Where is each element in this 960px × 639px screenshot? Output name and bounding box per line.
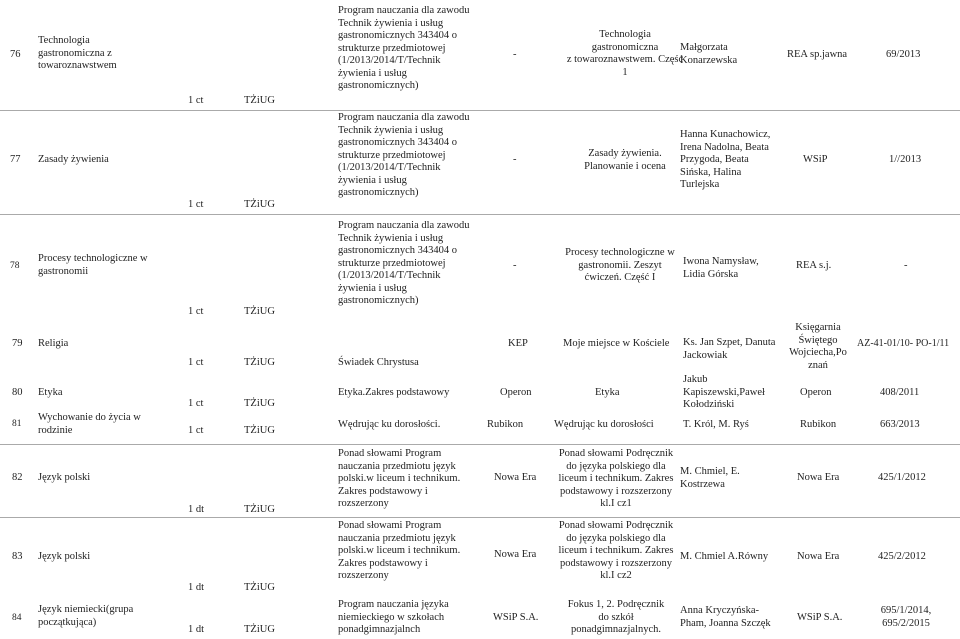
subject-cell: Etyka (38, 387, 63, 398)
program-line: Program nauczania dla zawodu (338, 220, 470, 231)
program-line: polski.w liceum i technikum. (338, 545, 461, 556)
publisher-line: Świętego (798, 334, 838, 346)
subject-line: Procesy technologiczne w (38, 253, 148, 264)
subject-line: rodzinie (38, 424, 73, 436)
program-publisher-cell: - (513, 260, 517, 271)
program-line: Program nauczania dla zawodu (338, 112, 470, 123)
author-line: Kostrzewa (680, 478, 725, 490)
program-cell: Świadek Chrystusa (338, 357, 419, 368)
subject-line: gastronomiczna z (38, 47, 112, 59)
publisher-cell: WSiP (803, 154, 828, 165)
subject-line: Wychowanie do życia w (38, 412, 141, 423)
title-line: Zasady żywienia. (588, 148, 662, 159)
program-line: gastronomicznych) (338, 295, 419, 306)
title-line: do szkół (598, 611, 634, 623)
program-line: ponadgimnazjalnch (338, 624, 421, 635)
school-cell: TŻiUG (244, 357, 275, 368)
row-divider (0, 444, 960, 445)
publisher-line: znań (808, 359, 828, 371)
row-number: 83 (12, 551, 23, 562)
subject-cell (38, 604, 133, 629)
approval-number-cell (866, 605, 946, 630)
approval-line: 695/2/2015 (882, 617, 930, 629)
author-line: M. Chmiel, E. (680, 466, 740, 477)
subject-cell: Religia (38, 338, 69, 349)
program-cell (338, 599, 449, 637)
approval-number-cell: AZ-41-01/10- PO-1/11 (857, 338, 950, 349)
publisher-cell: REA s.j. (796, 260, 832, 271)
title-line: ćwiczeń. Część I (584, 272, 656, 283)
school-cell: TŻiUG (244, 306, 275, 317)
publisher-cell: Nowa Era (797, 551, 840, 562)
row-number: 77 (10, 154, 21, 165)
approval-number-cell: 425/1/2012 (878, 472, 926, 483)
authors-cell (680, 466, 740, 491)
approval-number-cell: 1//2013 (889, 154, 922, 165)
row-divider (0, 214, 960, 215)
author-line: Przygoda, Beata (680, 154, 749, 165)
author-line: Pham, Joanna Szczęk (680, 617, 771, 629)
program-line: Program nauczania dla zawodu (338, 5, 470, 16)
row-number: 78 (10, 261, 20, 271)
textbook-title-cell (550, 247, 690, 285)
level-cell: 1 dt (188, 624, 205, 635)
approval-number-cell: 425/2/2012 (878, 551, 926, 562)
program-line: gastronomicznych 343404 o (338, 137, 457, 148)
row-number: 82 (12, 472, 23, 483)
program-publisher-cell: KEP (508, 338, 528, 349)
title-line: Planowanie i ocena (584, 160, 666, 172)
publisher-cell (778, 322, 858, 372)
program-line: gastronomicznych 343404 o (338, 30, 457, 41)
approval-number-cell: 69/2013 (886, 49, 921, 60)
title-line: ponadgimnazjalnych. (570, 624, 662, 635)
author-line: Ks. Jan Szpet, Danuta (683, 337, 776, 348)
publisher-cell: Rubikon (800, 419, 837, 430)
author-line: Turlejska (680, 179, 720, 190)
author-line: Sińska, Halina (680, 166, 742, 178)
author-line: Kapiszewski,Paweł (683, 386, 765, 398)
authors-cell (680, 42, 737, 67)
title-line: kl.I cz1 (600, 498, 632, 509)
row-number: 81 (12, 419, 22, 429)
program-publisher-cell: Nowa Era (494, 472, 537, 483)
publisher-line: Wojciecha,Po (789, 347, 847, 358)
approval-number-cell: 408/2011 (880, 387, 920, 398)
textbook-title-cell (560, 148, 690, 173)
title-line: Fokus 1, 2. Podręcznik (567, 599, 665, 610)
textbook-title-cell (560, 29, 690, 79)
authors-cell (680, 605, 771, 630)
title-line: gastronomiczna (591, 41, 659, 53)
program-line: Ponad słowami Program (338, 520, 442, 531)
program-line: gastronomicznych) (338, 80, 419, 91)
program-line: (1/2013/2014/T/Technik (338, 55, 441, 66)
subject-line: Technologia (38, 35, 90, 46)
subject-cell (38, 412, 141, 437)
level-cell: 1 ct (188, 357, 204, 368)
subject-cell: Język polski (38, 472, 91, 483)
author-line: Hanna Kunachowicz, (680, 129, 771, 140)
program-line: (1/2013/2014/T/Technik (338, 270, 441, 281)
publisher-cell: Operon (800, 387, 832, 398)
title-line: do języka polskiego dla (566, 532, 666, 544)
publisher-cell: REA sp.jawna (787, 49, 848, 60)
school-cell: TŻiUG (244, 504, 275, 515)
publisher-line: Księgarnia (795, 322, 841, 333)
program-publisher-cell: WSiP S.A. (493, 612, 539, 623)
program-line: żywienia i usług (338, 174, 407, 186)
program-publisher-cell: - (513, 154, 517, 165)
program-line: Zakres podstawowy i (338, 485, 428, 497)
publisher-cell: Nowa Era (797, 472, 840, 483)
author-line: Irena Nadolna, Beata (680, 141, 769, 153)
subject-line: Język niemiecki(grupa (38, 604, 134, 615)
authors-cell (683, 256, 759, 281)
title-line: gastronomii. Zeszyt (578, 259, 662, 271)
level-cell: 1 dt (188, 504, 205, 515)
authors-cell (683, 337, 775, 362)
title-line: Procesy technologiczne w (565, 247, 675, 258)
title-line: Technologia (599, 29, 651, 40)
program-cell (338, 448, 460, 511)
approval-line: 695/1/2014, (880, 605, 932, 616)
program-line: żywienia i usług (338, 282, 407, 294)
program-line: Program nauczania języka (338, 599, 449, 610)
title-line: kl.I cz2 (600, 570, 632, 581)
program-cell (338, 112, 470, 200)
subject-line: gastronomii (38, 265, 89, 277)
program-cell (338, 220, 470, 308)
author-line: Konarzewska (680, 54, 738, 66)
textbook-title-cell (550, 599, 682, 637)
authors-cell (680, 129, 770, 192)
author-line: Jakub (683, 374, 708, 385)
subject-line: towaroznawstwem (38, 60, 117, 71)
level-cell: 1 ct (188, 425, 204, 436)
level-cell: 1 ct (188, 306, 204, 317)
authors-cell: T. Król, M. Ryś (683, 419, 749, 430)
school-cell: TŻiUG (244, 398, 275, 409)
program-line: nauczania przedmiotu język (338, 460, 456, 472)
row-number: 84 (12, 613, 22, 623)
title-line: podstawowy i rozszerzony (560, 485, 672, 497)
textbook-title-cell (550, 520, 682, 583)
row-divider (0, 517, 960, 518)
school-cell: TŻiUG (244, 582, 275, 593)
program-cell: Etyka.Zakres podstawowy (338, 387, 450, 398)
subject-cell: Język polski (38, 551, 91, 562)
program-line: Technik żywienia i usług (338, 17, 444, 29)
title-line: liceum i technikum. Zakres (558, 545, 674, 556)
program-line: gastronomicznych 343404 o (338, 245, 457, 256)
textbook-title-cell: Wędrując ku dorosłości (554, 419, 654, 430)
title-line: podstawowy i rozszerzony (560, 557, 672, 569)
author-line: Kołodziński (683, 399, 735, 410)
author-line: Lidia Górska (683, 268, 739, 280)
program-publisher-cell: Operon (500, 387, 532, 398)
textbook-title-cell (550, 448, 682, 511)
school-cell: TŻiUG (244, 199, 275, 210)
program-line: strukturze przedmiotowej (338, 149, 446, 161)
title-line: z towaroznawstwem. Część (566, 54, 684, 65)
approval-number-cell: 663/2013 (880, 419, 920, 430)
program-line: niemieckiego w szkołach (338, 611, 445, 623)
subject-cell: Zasady żywienia (38, 154, 109, 165)
textbook-title-cell: Etyka (595, 387, 620, 398)
school-cell: TŻiUG (244, 624, 275, 635)
title-line: do języka polskiego dla (566, 460, 666, 472)
program-line: Technik żywienia i usług (338, 232, 444, 244)
row-number: 80 (12, 387, 23, 398)
level-cell: 1 ct (188, 95, 204, 106)
authors-cell: M. Chmiel A.Równy (680, 551, 769, 562)
level-cell: 1 ct (188, 199, 204, 210)
authors-cell (683, 374, 765, 412)
program-cell: Wędrując ku dorosłości. (338, 419, 441, 430)
school-cell: TŻiUG (244, 425, 275, 436)
program-line: polski.w liceum i technikum. (338, 473, 461, 484)
subject-line: początkująca) (38, 616, 97, 628)
program-line: Technik żywienia i usług (338, 124, 444, 136)
program-publisher-cell: Rubikon (487, 419, 524, 430)
school-cell: TŻiUG (244, 95, 275, 106)
program-line: żywienia i usług (338, 67, 407, 79)
program-cell (338, 5, 470, 93)
author-line: Anna Kryczyńska- (680, 605, 760, 616)
title-line: Ponad słowami Podręcznik (558, 448, 674, 459)
level-cell: 1 ct (188, 398, 204, 409)
program-line: strukturze przedmiotowej (338, 42, 446, 54)
row-divider (0, 110, 960, 111)
program-line: gastronomicznych) (338, 187, 419, 198)
title-line: Ponad słowami Podręcznik (558, 520, 674, 531)
subject-cell (38, 253, 148, 278)
title-line: 1 (622, 66, 628, 78)
approval-number-cell: - (904, 260, 908, 271)
author-line: Małgorzata (680, 42, 728, 53)
author-line: Jackowiak (683, 349, 728, 361)
program-line: Zakres podstawowy i (338, 557, 428, 569)
program-line: (1/2013/2014/T/Technik (338, 162, 441, 173)
author-line: Iwona Namysław, (683, 256, 759, 267)
row-number: 76 (10, 49, 21, 60)
program-cell (338, 520, 460, 583)
level-cell: 1 dt (188, 582, 205, 593)
program-publisher-cell: - (513, 49, 517, 60)
program-line: Ponad słowami Program (338, 448, 442, 459)
publisher-cell: WSiP S.A. (797, 612, 843, 623)
textbook-title-cell: Moje miejsce w Kościele (563, 338, 670, 349)
title-line: liceum i technikum. Zakres (558, 473, 674, 484)
row-number: 79 (12, 338, 23, 349)
program-line: rozszerzony (338, 498, 389, 509)
program-line: nauczania przedmiotu język (338, 532, 456, 544)
subject-cell (38, 35, 117, 73)
program-line: strukturze przedmiotowej (338, 257, 446, 269)
program-line: rozszerzony (338, 570, 389, 581)
program-publisher-cell: Nowa Era (494, 549, 537, 560)
